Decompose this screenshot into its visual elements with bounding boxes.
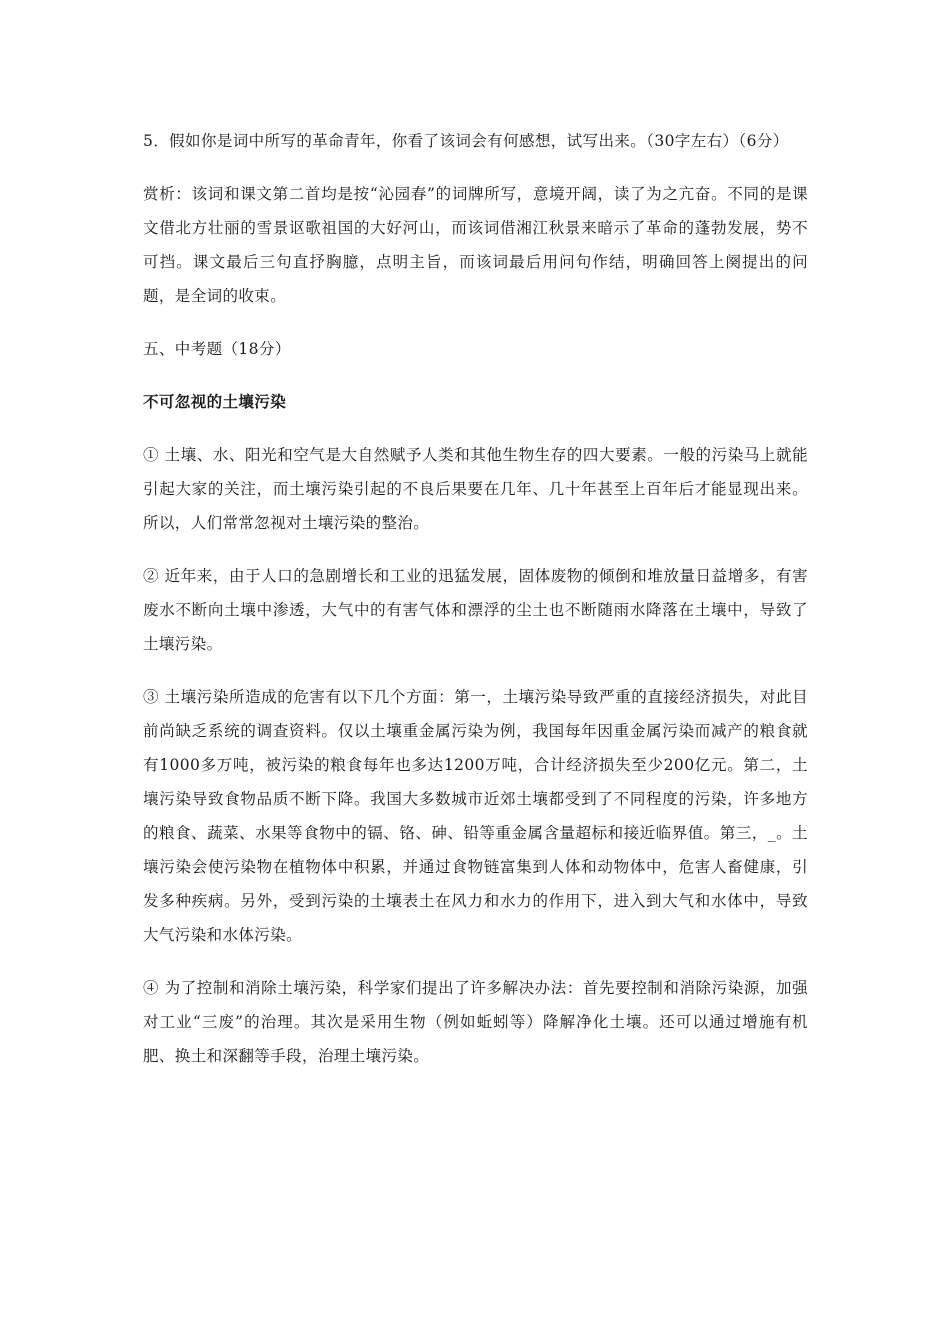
article-paragraph-4: ④ 为了控制和消除土壤污染，科学家们提出了许多解决办法：首先要控制和消除污染源，加强对工业“三废”的治理。其次是采用生物（例如蚯蚓等）降解净化土壤。还可以通过增施有机肥、换土和深翻等手段，治理土壤污染。 — [143, 979, 808, 1065]
article-paragraph-3: ③ 土壤污染所造成的危害有以下几个方面：第一，土壤污染导致严重的直接经济损失，对此目前尚缺乏系统的调查资料。仅以土壤重金属污染为例，我国每年因重金属污染而减产的粮食就有1000多万吨，被污染的粮食每年也多达1200万吨，合计经济损失至少200亿元。第二，土壤污染导致食物品质不断下降。我国大多数城市近郊土壤都受到了不同程度的污染，许多地方的粮食、蔬菜、水果等食物中的镉、铬、砷、铅等重金属含量超标和接近临界值。第三，_。土壤污染会使污染物在植物体中积累，并通过食物链富集到人体和动物体中，危害人畜健康，引发多种疾病。另外，受到污染的土壤表土在风力和水力的作用下，进入到大气和水体中，导致大气污染和水体污染。 — [143, 688, 808, 944]
article-paragraph-2: ② 近年来，由于人口的急剧增长和工业的迅猛发展，固体废物的倾倒和堆放量日益增多，有害废水不断向土壤中渗透，大气中的有害气体和漂浮的尘土也不断随雨水降落在土壤中，导致了土壤污染。 — [143, 567, 808, 653]
appreciation-paragraph: 赏析：该词和课文第二首均是按“沁园春”的词牌所写，意境开阔，读了为之亢奋。不同的是课文借北方壮丽的雪景讴歌祖国的大好河山，而该词借湘江秋景来暗示了革命的蓬勃发展，势不可挡。课文最后三句直抒胸臆，点明主旨，而该词最后用问句作结，明确回答上阕提出的问题，是全词的收束。 — [143, 185, 808, 305]
section-heading: 五、中考题（18分） — [143, 340, 291, 358]
article-title: 不可忽视的土壤污染 — [143, 393, 287, 411]
document-page — [143, 124, 808, 1092]
article-paragraph-1: ① 土壤、水、阳光和空气是大自然赋予人类和其他生物生存的四大要素。一般的污染马上就能引起大家的关注，而土壤污染引起的不良后果要在几年、几十年甚至上百年后才能显现出来。所以，人们常常忽视对土壤污染的整治。 — [143, 446, 808, 532]
question-5: 5．假如你是词中所写的革命青年，你看了该词会有何感想，试写出来。（30字左右）（6分） — [143, 132, 789, 150]
